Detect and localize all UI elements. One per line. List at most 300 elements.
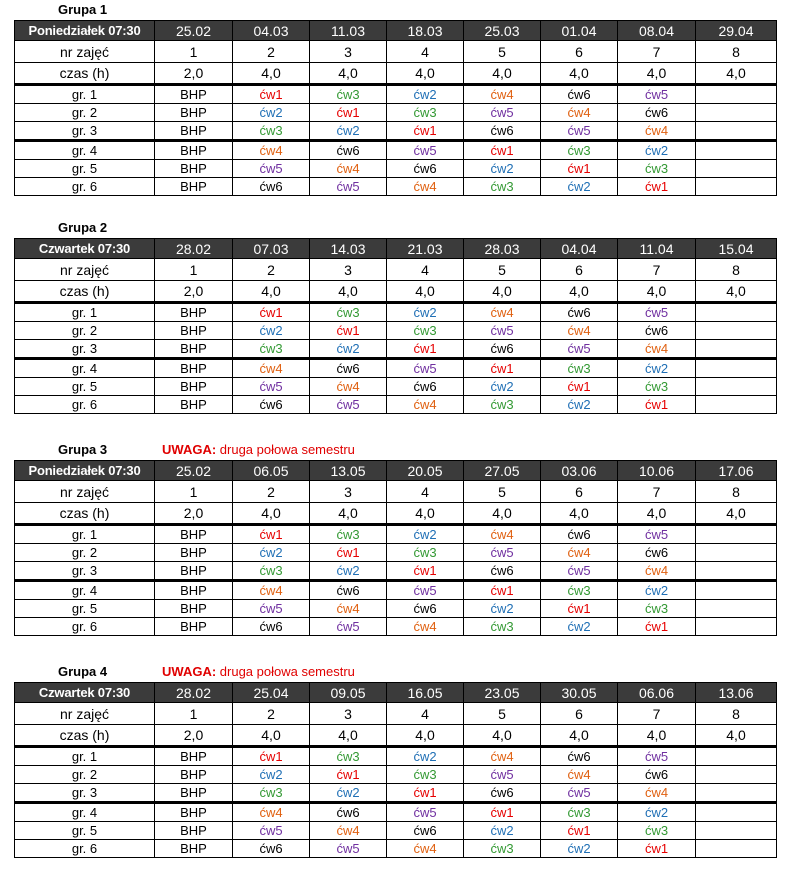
hours-cell: 4,0 [310, 503, 387, 525]
row-label: nr zajęć [15, 481, 155, 503]
row-label: nr zajęć [15, 259, 155, 281]
exercise-cell: ćw4 [541, 766, 618, 784]
exercise-cell: ćw4 [618, 122, 696, 141]
exercise-cell: ćw3 [618, 822, 696, 840]
group-row [15, 178, 777, 196]
date-cell: 17.06 [696, 461, 777, 481]
group-label: gr. 3 [15, 122, 155, 141]
date-cell: 07.03 [233, 239, 310, 259]
exercise-cell: ćw2 [464, 378, 541, 396]
exercise-cell: ćw4 [618, 340, 696, 359]
date-cell: 28.03 [464, 239, 541, 259]
exercise-cell: ćw5 [387, 141, 464, 160]
schedule-table [14, 682, 777, 858]
exercise-cell [696, 160, 777, 178]
group-label: gr. 6 [15, 618, 155, 636]
group-label: gr. 6 [15, 396, 155, 414]
exercise-cell: ćw3 [387, 544, 464, 562]
exercise-cell: ćw3 [310, 525, 387, 544]
block-header [14, 2, 776, 20]
group-label: gr. 3 [15, 340, 155, 359]
exercise-cell: ćw1 [387, 784, 464, 803]
exercise-cell [696, 178, 777, 196]
exercise-cell: ćw3 [233, 784, 310, 803]
class-number-cell: 4 [387, 703, 464, 725]
exercise-cell: ćw6 [464, 340, 541, 359]
exercise-cell: ćw1 [464, 803, 541, 822]
group-row [15, 85, 777, 104]
group-title: Grupa 3 [58, 442, 108, 457]
exercise-cell: ćw2 [310, 122, 387, 141]
date-cell: 16.05 [387, 683, 464, 703]
class-number-cell: 7 [618, 703, 696, 725]
exercise-cell: ćw6 [310, 581, 387, 600]
group-row [15, 840, 777, 858]
schedule-table [14, 238, 777, 414]
exercise-cell: ćw1 [387, 122, 464, 141]
date-cell: 21.03 [387, 239, 464, 259]
block-header [14, 442, 776, 460]
exercise-cell [696, 303, 777, 322]
exercise-cell: ćw2 [541, 396, 618, 414]
exercise-cell: ćw4 [541, 104, 618, 122]
hours-cell: 4,0 [233, 503, 310, 525]
day-time-label: Poniedziałek 07:30 [15, 461, 155, 481]
exercise-cell [696, 396, 777, 414]
group-row [15, 322, 777, 340]
exercise-cell: ćw3 [618, 600, 696, 618]
hours-row [15, 725, 777, 747]
date-cell: 15.04 [696, 239, 777, 259]
group-row [15, 122, 777, 141]
group-label: gr. 1 [15, 525, 155, 544]
class-number-cell: 8 [696, 481, 777, 503]
group-row [15, 303, 777, 322]
exercise-cell: ćw3 [233, 340, 310, 359]
row-label: nr zajęć [15, 703, 155, 725]
exercise-cell: ćw1 [464, 141, 541, 160]
exercise-cell: ćw6 [618, 104, 696, 122]
exercise-cell: ćw4 [464, 747, 541, 766]
exercise-cell: BHP [155, 803, 233, 822]
exercise-cell: ćw5 [310, 178, 387, 196]
class-number-cell: 5 [464, 259, 541, 281]
date-cell: 29.04 [696, 21, 777, 41]
hours-cell: 4,0 [310, 725, 387, 747]
exercise-cell: ćw6 [387, 600, 464, 618]
exercise-cell [696, 840, 777, 858]
class-number-cell: 6 [541, 481, 618, 503]
hours-cell: 4,0 [464, 503, 541, 525]
exercise-cell: ćw2 [464, 822, 541, 840]
exercise-cell [696, 600, 777, 618]
class-number-row [15, 703, 777, 725]
exercise-cell: ćw2 [541, 618, 618, 636]
exercise-cell [696, 340, 777, 359]
class-number-cell: 3 [310, 41, 387, 63]
exercise-cell: BHP [155, 600, 233, 618]
row-label: czas (h) [15, 503, 155, 525]
exercise-cell: ćw2 [233, 322, 310, 340]
hours-cell: 4,0 [696, 725, 777, 747]
exercise-cell: BHP [155, 618, 233, 636]
exercise-cell: ćw5 [233, 600, 310, 618]
exercise-cell: ćw2 [387, 525, 464, 544]
group-row [15, 747, 777, 766]
class-number-cell: 4 [387, 41, 464, 63]
hours-cell: 4,0 [464, 63, 541, 85]
class-number-cell: 4 [387, 481, 464, 503]
hours-cell: 4,0 [310, 63, 387, 85]
exercise-cell: ćw4 [618, 784, 696, 803]
group-title: Grupa 4 [58, 664, 108, 679]
exercise-cell: ćw2 [310, 784, 387, 803]
group-label: gr. 2 [15, 104, 155, 122]
exercise-cell: ćw1 [464, 581, 541, 600]
exercise-cell: BHP [155, 840, 233, 858]
group-label: gr. 1 [15, 747, 155, 766]
date-cell: 28.02 [155, 239, 233, 259]
exercise-cell: ćw1 [310, 766, 387, 784]
class-number-cell: 5 [464, 481, 541, 503]
class-number-row [15, 41, 777, 63]
block-header [14, 220, 776, 238]
exercise-cell: ćw6 [233, 396, 310, 414]
hours-cell: 4,0 [233, 281, 310, 303]
exercise-cell: ćw5 [541, 340, 618, 359]
exercise-cell [696, 525, 777, 544]
row-label: czas (h) [15, 63, 155, 85]
exercise-cell: BHP [155, 822, 233, 840]
exercise-cell: ćw1 [233, 747, 310, 766]
exercise-cell [696, 822, 777, 840]
exercise-cell: ćw6 [618, 766, 696, 784]
hours-cell: 4,0 [696, 281, 777, 303]
exercise-cell: ćw2 [618, 581, 696, 600]
hours-cell: 4,0 [464, 725, 541, 747]
class-number-cell: 5 [464, 41, 541, 63]
exercise-cell [696, 803, 777, 822]
class-number-cell: 3 [310, 703, 387, 725]
exercise-cell: ćw2 [618, 803, 696, 822]
exercise-cell: ćw1 [233, 85, 310, 104]
exercise-cell: ćw3 [310, 303, 387, 322]
hours-cell: 4,0 [387, 63, 464, 85]
exercise-cell: ćw6 [541, 747, 618, 766]
exercise-cell: ćw5 [310, 840, 387, 858]
group-label: gr. 5 [15, 160, 155, 178]
exercise-cell: ćw5 [310, 396, 387, 414]
exercise-cell: ćw5 [464, 322, 541, 340]
exercise-cell: ćw6 [310, 141, 387, 160]
class-number-cell: 2 [233, 41, 310, 63]
hours-cell: 4,0 [310, 281, 387, 303]
exercise-cell: ćw1 [464, 359, 541, 378]
exercise-cell: ćw5 [618, 525, 696, 544]
exercise-cell: BHP [155, 525, 233, 544]
class-number-cell: 3 [310, 259, 387, 281]
row-label: czas (h) [15, 725, 155, 747]
exercise-cell: ćw4 [618, 562, 696, 581]
exercise-cell: ćw2 [387, 747, 464, 766]
hours-cell: 4,0 [696, 503, 777, 525]
group-row [15, 525, 777, 544]
exercise-cell: ćw3 [541, 359, 618, 378]
exercise-cell: ćw3 [310, 747, 387, 766]
group-label: gr. 4 [15, 141, 155, 160]
schedule-table [14, 460, 777, 636]
hours-cell: 4,0 [618, 503, 696, 525]
class-number-cell: 1 [155, 259, 233, 281]
exercise-cell [696, 322, 777, 340]
exercise-cell: ćw6 [618, 544, 696, 562]
date-cell: 06.05 [233, 461, 310, 481]
header-row [15, 683, 777, 703]
exercise-cell: ćw1 [233, 525, 310, 544]
exercise-cell: ćw5 [310, 618, 387, 636]
exercise-cell: ćw1 [618, 618, 696, 636]
class-number-cell: 1 [155, 481, 233, 503]
exercise-cell [696, 618, 777, 636]
exercise-cell: ćw6 [310, 803, 387, 822]
class-number-row [15, 259, 777, 281]
group-row [15, 359, 777, 378]
schedule-block-2 [14, 220, 776, 414]
exercise-cell: ćw4 [464, 525, 541, 544]
warning-note [162, 664, 355, 679]
exercise-cell: ćw5 [541, 784, 618, 803]
exercise-cell: ćw2 [233, 104, 310, 122]
date-cell: 03.06 [541, 461, 618, 481]
exercise-cell: ćw6 [233, 178, 310, 196]
class-number-cell: 5 [464, 703, 541, 725]
warning-text: druga połowa semestru [216, 664, 355, 679]
class-number-cell: 2 [233, 259, 310, 281]
exercise-cell: ćw1 [541, 822, 618, 840]
exercise-cell [696, 747, 777, 766]
exercise-cell: BHP [155, 122, 233, 141]
date-cell: 11.04 [618, 239, 696, 259]
class-number-cell: 7 [618, 259, 696, 281]
class-number-cell: 1 [155, 41, 233, 63]
exercise-cell [696, 141, 777, 160]
group-row [15, 396, 777, 414]
exercise-cell: ćw1 [387, 340, 464, 359]
hours-cell: 2,0 [155, 281, 233, 303]
date-cell: 10.06 [618, 461, 696, 481]
exercise-cell: ćw5 [618, 747, 696, 766]
date-cell: 27.05 [464, 461, 541, 481]
group-label: gr. 5 [15, 822, 155, 840]
group-row [15, 562, 777, 581]
group-row [15, 822, 777, 840]
exercise-cell: BHP [155, 141, 233, 160]
hours-cell: 2,0 [155, 63, 233, 85]
exercise-cell: ćw4 [541, 322, 618, 340]
exercise-cell: ćw4 [310, 160, 387, 178]
exercise-cell [696, 544, 777, 562]
hours-cell: 2,0 [155, 725, 233, 747]
exercise-cell: ćw3 [464, 618, 541, 636]
group-row [15, 766, 777, 784]
class-number-cell: 7 [618, 41, 696, 63]
date-cell: 08.04 [618, 21, 696, 41]
exercise-cell: ćw3 [464, 840, 541, 858]
day-time-label: Czwartek 07:30 [15, 683, 155, 703]
exercise-cell: ćw1 [541, 160, 618, 178]
exercise-cell [696, 562, 777, 581]
exercise-cell: BHP [155, 766, 233, 784]
group-label: gr. 5 [15, 378, 155, 396]
exercise-cell: BHP [155, 562, 233, 581]
group-label: gr. 1 [15, 303, 155, 322]
exercise-cell: ćw6 [541, 525, 618, 544]
exercise-cell [696, 766, 777, 784]
exercise-cell [696, 359, 777, 378]
exercise-cell: ćw3 [541, 141, 618, 160]
class-number-cell: 6 [541, 703, 618, 725]
date-cell: 11.03 [310, 21, 387, 41]
exercise-cell: BHP [155, 359, 233, 378]
schedule-block-4 [14, 664, 776, 858]
exercise-cell: BHP [155, 85, 233, 104]
exercise-cell: BHP [155, 581, 233, 600]
exercise-cell: ćw5 [618, 303, 696, 322]
exercise-cell: ćw3 [541, 803, 618, 822]
group-label: gr. 6 [15, 178, 155, 196]
exercise-cell: BHP [155, 160, 233, 178]
hours-cell: 2,0 [155, 503, 233, 525]
group-label: gr. 4 [15, 803, 155, 822]
group-label: gr. 5 [15, 600, 155, 618]
group-label: gr. 4 [15, 581, 155, 600]
exercise-cell: ćw2 [310, 340, 387, 359]
exercise-cell: ćw5 [387, 359, 464, 378]
hours-row [15, 503, 777, 525]
exercise-cell: ćw2 [233, 544, 310, 562]
date-cell: 01.04 [541, 21, 618, 41]
group-row [15, 160, 777, 178]
exercise-cell: BHP [155, 747, 233, 766]
exercise-cell: ćw6 [387, 378, 464, 396]
exercise-cell: ćw6 [310, 359, 387, 378]
exercise-cell: ćw5 [541, 562, 618, 581]
hours-cell: 4,0 [541, 725, 618, 747]
class-number-cell: 6 [541, 259, 618, 281]
exercise-cell: BHP [155, 396, 233, 414]
exercise-cell: ćw2 [464, 600, 541, 618]
group-label: gr. 3 [15, 784, 155, 803]
exercise-cell: ćw4 [310, 822, 387, 840]
exercise-cell: ćw5 [233, 378, 310, 396]
hours-cell: 4,0 [387, 503, 464, 525]
exercise-cell [696, 122, 777, 141]
exercise-cell: ćw1 [310, 322, 387, 340]
hours-cell: 4,0 [541, 63, 618, 85]
exercise-cell: ćw1 [541, 378, 618, 396]
exercise-cell: ćw1 [618, 840, 696, 858]
class-number-cell: 6 [541, 41, 618, 63]
exercise-cell: ćw6 [233, 618, 310, 636]
exercise-cell: BHP [155, 340, 233, 359]
exercise-cell: ćw6 [464, 784, 541, 803]
exercise-cell: ćw6 [618, 322, 696, 340]
exercise-cell: ćw1 [387, 562, 464, 581]
group-title: Grupa 2 [58, 220, 108, 235]
exercise-cell: ćw4 [464, 303, 541, 322]
group-label: gr. 1 [15, 85, 155, 104]
exercise-cell: ćw4 [387, 618, 464, 636]
exercise-cell: BHP [155, 544, 233, 562]
exercise-cell [696, 85, 777, 104]
group-title: Grupa 1 [58, 2, 108, 17]
exercise-cell: ćw3 [464, 178, 541, 196]
exercise-cell: ćw3 [618, 160, 696, 178]
date-cell: 18.03 [387, 21, 464, 41]
exercise-cell: ćw4 [387, 840, 464, 858]
exercise-cell: ćw3 [387, 322, 464, 340]
group-label: gr. 6 [15, 840, 155, 858]
exercise-cell: ćw2 [541, 178, 618, 196]
hours-cell: 4,0 [387, 725, 464, 747]
exercise-cell: ćw4 [233, 141, 310, 160]
exercise-cell: ćw3 [310, 85, 387, 104]
exercise-cell: ćw3 [387, 104, 464, 122]
group-label: gr. 2 [15, 322, 155, 340]
group-row [15, 600, 777, 618]
exercise-cell: ćw3 [387, 766, 464, 784]
exercise-cell: ćw6 [387, 160, 464, 178]
warning-note [162, 442, 355, 457]
exercise-cell: ćw3 [233, 122, 310, 141]
date-cell: 25.04 [233, 683, 310, 703]
header-row [15, 461, 777, 481]
exercise-cell: ćw5 [464, 544, 541, 562]
date-cell: 06.06 [618, 683, 696, 703]
hours-cell: 4,0 [541, 281, 618, 303]
exercise-cell: ćw5 [618, 85, 696, 104]
exercise-cell: ćw4 [464, 85, 541, 104]
exercise-cell [696, 581, 777, 600]
class-number-cell: 2 [233, 703, 310, 725]
exercise-cell: ćw5 [387, 803, 464, 822]
exercise-cell: ćw3 [541, 581, 618, 600]
date-cell: 13.05 [310, 461, 387, 481]
exercise-cell: ćw6 [541, 303, 618, 322]
class-number-cell: 8 [696, 259, 777, 281]
class-number-cell: 8 [696, 703, 777, 725]
header-row [15, 21, 777, 41]
exercise-cell: ćw4 [233, 581, 310, 600]
hours-cell: 4,0 [233, 725, 310, 747]
exercise-cell: BHP [155, 784, 233, 803]
exercise-cell: ćw4 [310, 600, 387, 618]
class-number-cell: 1 [155, 703, 233, 725]
schedule-table [14, 20, 777, 196]
warning-label: UWAGA: [162, 664, 217, 679]
exercise-cell: ćw2 [464, 160, 541, 178]
exercise-cell: ćw1 [541, 600, 618, 618]
group-row [15, 581, 777, 600]
exercise-cell: ćw2 [233, 766, 310, 784]
hours-cell: 4,0 [464, 281, 541, 303]
hours-cell: 4,0 [618, 281, 696, 303]
exercise-cell: ćw2 [387, 303, 464, 322]
hours-cell: 4,0 [618, 63, 696, 85]
exercise-cell: ćw1 [618, 396, 696, 414]
exercise-cell [696, 104, 777, 122]
group-row [15, 544, 777, 562]
